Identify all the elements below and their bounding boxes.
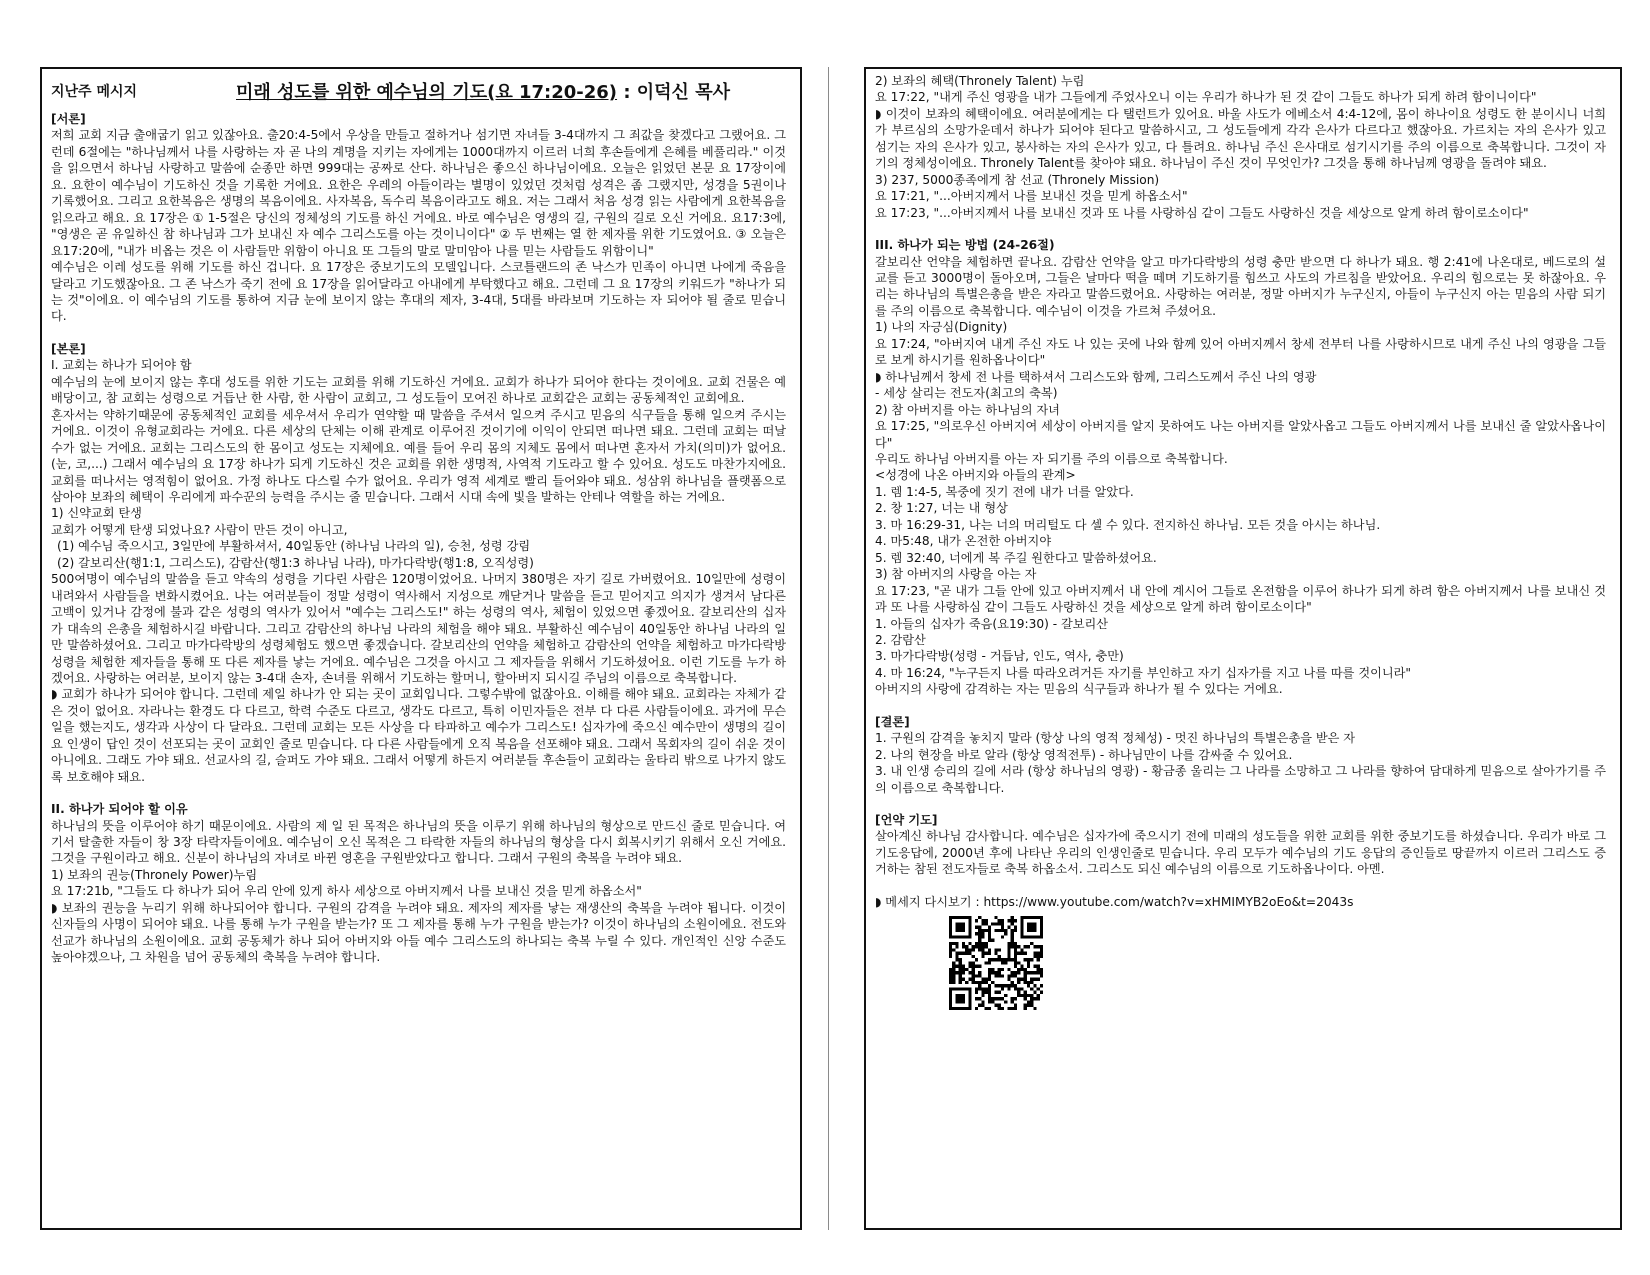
section-3-line-6: 요 17:25, "의로우신 아버지여 세상이 아버지를 알지 못하여도 나는 아버지를 알았사옵고 그들도 아버지께서 나를 보내신 줄 알았사옵나이다" — [875, 419, 1606, 450]
section-3-line-10: 2. 창 1:27, 너는 내 형상 — [875, 501, 1008, 516]
page-title — [236, 78, 730, 104]
section-1-heading: Ⅰ. 교회는 하나가 되어야 함 — [51, 358, 192, 373]
prayer-heading: [언약 기도] — [875, 813, 938, 828]
section-1-line-4: (2) 갈보리산(행1:1, 그리스도), 감람산(행1:3 하나님 나라), 마가다락방(행1:8, 오직성령) — [57, 555, 534, 570]
section-2-line-1: 1) 보좌의 권능(Thronely Power)누림 — [51, 867, 258, 882]
column-divider — [828, 67, 829, 1230]
section-3-line-20: 아버지의 사랑에 감격하는 자는 믿음의 식구들과 하나가 될 수 있다는 거에요. — [875, 682, 1283, 697]
right-panel — [864, 67, 1622, 1230]
section-3-line-5: 2) 참 아버지를 아는 하나님의 자녀 — [875, 402, 1060, 417]
section-3-line-2: 요 17:24, "아버지여 내게 주신 자도 나 있는 곳에 나와 함께 있어 아버지께서 창세 전부터 나를 사랑하시므로 내게 주신 나의 영광을 그들로 보게 하시기를 원하옵나이다" — [875, 336, 1606, 368]
section-2-heading: II. 하나가 되어야 할 이유 — [51, 802, 188, 817]
section-1-paragraph-3: 500여명이 예수님의 말씀을 듣고 약속의 성령을 기다린 사람은 120명이었어요. 나머지 380명은 자기 길로 가버렸어요. 10일만에 성령이 내려와서 사람들을 변화시켰어요. 나는 여러분들이 정말 성령이 역사해서 지성으로 깨닫거나 말씀을 듣고 믿어지고 의지가 생겨서 남다른 고백이 있거나 감정에 불과 같은 성령의 역사가 있어서 "예수는 그리스도!" 하는 성령의 역사, 체험이 있었으면 좋겠어요. 갈보리산의 십자가 대속의 은총을 체험하시길 바랍니다. 그리고 감람산의 하나님 나라의 체험을 해야 돼요. 부활하신 예수님이 40일동안 하나님 나라의 일만 말씀하셨어요. 그리고 마가다락방의 성령체험도 했으면 좋겠습니다. 갈보리산의 언약을 체험하고 감람산의 언약을 체험하고 마가다락방 성령을 체험한 제자들을 통해 또 다른 제자를 낳는 거에요. 예수님은 그것을 아시고 그 제자들을 위해서 기도하셨어요. 이런 기도를 누가 하겠어요. 사랑하는 여러분, 보이지 않는 3-4대 손자, 손녀를 위해서 기도하는 할머니, 할아버지 되시길 주님의 이름으로 축복합니다. — [51, 572, 786, 685]
section-1-line-1: 1) 신약교회 탄생 — [51, 506, 142, 521]
section-3-line-3: ◗ 하나님께서 창세 전 나를 택하셔서 그리스도와 함께, 그리스도께서 주신 나의 영광 — [875, 369, 1317, 384]
body-heading: [본론] — [51, 341, 86, 356]
conclusion-heading: [결론] — [875, 714, 910, 729]
section-3-line-19: 4. 마 16:24, "누구든지 나를 따라오려거든 자기를 부인하고 자기 십자가를 지고 나를 따를 것이니라" — [875, 665, 1412, 680]
section-2-line-2: 요 17:21b, "그들도 다 하나가 되어 우리 안에 있게 하사 세상으로 아버지께서 나를 보내신 것을 믿게 하옵소서" — [51, 884, 642, 899]
replay-label: ◗ 메세지 다시보기 : — [875, 894, 984, 909]
section-3-line-4: - 세상 살리는 전도자(최고의 축복) — [875, 386, 1058, 401]
section-3-line-16: 1. 아들의 십자가 죽음(요19:30) - 갈보리산 — [875, 616, 1109, 631]
conclusion-item-2: 2. 나의 현장을 바로 알라 (항상 영적전투) - 하나님만이 나를 감싸줄 수 있어요. — [875, 747, 1293, 762]
section-2-paragraph-2: ◗ 보좌의 권능을 누리기 위해 하나되어야 합니다. 구원의 감격을 누려야 돼요. 제자의 제자를 낳는 재생산의 축복을 누려야 됩니다. 이것이 신자들의 사명이 되어야 돼요. 나를 통해 누가 구원을 받는가? 또 그 제자를 통해 누가 구원을 받는가? 이것이 하나님의 소원이에요. 전도와 선교가 하나님의 소원이에요. 교회 공동체가 하나 되어 아버지와 아들 예수 그리스도의 하나되는 축복 누릴 수 있다. 개인적인 신앙 수준도 높아야겠으나, 그 차원을 넘어 공동체의 축복을 누려야 합니다. — [51, 900, 786, 965]
intro-paragraph-1: 저희 교회 지금 출애굽기 읽고 있잖아요. 출20:4-5에서 우상을 만들고 절하거나 섬기면 자녀들 3-4대까지 그 죄값을 찾겠다고 그랬어요. 그런데 6절에는 "하나님께서 나를 사랑하는 자 곧 나의 계명을 지키는 자에게는 1000대까지 이르러 너희 후손들에게 은혜를 베풀리라." 이것을 읽으면서 하나님 사랑하고 말씀에 순종만 하면 999대는 공짜로 산다. 하나님은 좋으신 하나님이에요. 오늘은 읽었던 본문 요 17장이에요. 요한이 예수님이 기도하신 것을 기록한 거에요. 요한은 우레의 아들이라는 별명이 있었던 것처럼 성격은 좀 그랬지만, 성경을 5권이나 기록했어요. 그리고 요한복음은 생명의 복음이에요. 사자복음, 독수리 복음이라고도 해요. 저는 그래서 처음 성경 읽는 사람에게 요한복음을 읽으라고 해요. 요 17장은 ① 1-5절은 당신의 정체성의 기도를 하신 거에요. 바로 예수님은 영생의 길, 구원의 길로 오신 거에요. 요17:3에, "영생은 곧 유일하신 참 하나님과 그가 보내신 자 예수 그리스도를 아는 것이니이다" ② 두 번째는 열 한 제자를 위한 기도였어요. ③ 오늘은 요17:20에, "내가 비옵는 것은 이 사람들만 위함이 아니요 또 그들의 말로 말미암아 나를 믿는 사람들도 위함이니" — [51, 128, 786, 258]
right-paragraph-1: ◗ 이것이 보좌의 혜택이에요. 여러분에게는 다 탤런트가 있어요. 바울 사도가 에베소서 4:4-12에, 몸이 하나이요 성령도 한 분이시니 너희가 부르심의 소망가운데서 하나가 되어야 된다고 말씀하시고, 그 성도들에게 각각 은사가 다르다고 했잖아요. 가르치는 자의 은사가 있고 섬기는 자의 은사가 있고, 봉사하는 자의 은사가 있고, 다 틀려요. 하나님 주신 은사대로 섬기시기를 주의 이름으로 축복합니다. 그것이 자기의 정체성이에요. Thronely Talent를 찾아야 돼요. 하나님이 주신 것이 무엇인가? 그것을 통해 하나님께 영광을 돌려야 돼요. — [875, 106, 1606, 171]
right-line-2: 요 17:22, "내게 주신 영광을 내가 그들에게 주었사오니 이는 우리가 하나가 된 것 같이 그들도 하나가 되게 하려 함이니이다" — [875, 90, 1537, 105]
section-1-paragraph-1: 예수님의 눈에 보이지 않는 후대 성도를 위한 기도는 교회를 위해 기도하신 거에요. 교회가 하나가 되어야 한다는 것이에요. 교회 건물은 예배당이고, 참 교회는 성령으로 거듭난 한 사람, 한 사람이 교회고, 그 성도들이 모여진 하나로 교회같은 교회는 공동체적인 교회에요. — [51, 374, 786, 406]
section-1-paragraph-2: 혼자서는 약하기때문에 공동체적인 교회를 세우셔서 우리가 연약할 때 말씀을 주셔서 일으켜 주시고 믿음의 식구들을 통해 일으켜 주시는 거에요. 이것이 유형교회라는 거에요. 다른 세상의 단체는 이해 관계로 이루어진 것이기에 이익이 안되면 떠나면 돼요. 그런데 교회는 떠날 수가 없는 거에요. 교회는 그리스도의 한 몸이고 성도는 지체에요. 예를 들어 우리 몸의 지체도 몸에서 떠나면 혼자서 가치(의미)가 없어요.(눈, 코,...) 그래서 예수님의 요 17장 하나가 되게 기도하신 것은 교회를 위한 생명적, 사역적 기도라고 할 수 있어요. 성도도 마찬가지에요. 교회를 떠나서는 영적힘이 없어요. 가정 하나도 다스릴 수가 없어요. 우리가 영적 세계로 빨리 들어와야 돼요. 성삼위 하나님을 플랫폼으로 삼아야 보좌의 혜택이 우리에게 파수꾼의 능력을 주시는 줄 믿습니다. 그래서 시대 속에 빛을 발하는 안테나 역할을 하는 거에요. — [51, 407, 786, 504]
right-line-4: 요 17:21, "...아버지께서 나를 보내신 것을 믿게 하옵소서" — [875, 189, 1188, 204]
right-line-3: 3) 237, 5000종족에게 참 선교 (Thronely Mission) — [875, 172, 1160, 187]
section-2-paragraph-1: 하나님의 뜻을 이루어야 하기 때문이에요. 사람의 제 일 된 목적은 하나님의 뜻을 이루기 위해 하나님의 형상으로 만드신 줄로 믿습니다. 여기서 탈출한 자들이 창 3장 타락자들이에요. 예수님이 오신 목적은 그 타락한 자들의 하나님의 형상을 다시 회복시키기 위해서 오신 거에요. 그것을 구원이라고 해요. 신분이 하나님의 자녀로 바뀐 영혼을 구원받았다고 합니다. 그래서 구원의 축복을 누려야 돼요. — [51, 818, 786, 866]
conclusion-item-1: 1. 구원의 감격을 놓치지 말라 (항상 나의 영적 정체성) - 멋진 하나님의 특별은총을 받은 자 — [875, 731, 1356, 746]
left-panel — [40, 67, 802, 1230]
section-3-line-1: 1) 나의 자긍심(Dignity) — [875, 320, 1008, 335]
section-3-heading: III. 하나가 되는 방법 (24-26절) — [875, 238, 1055, 253]
prayer-paragraph: 살아계신 하나님 감사합니다. 예수님은 십자가에 죽으시기 전에 미래의 성도들을 위한 교회를 위한 중보기도를 하셨습니다. 우리가 바로 그 기도응답에, 2000년 후에 나타난 우리의 인생인줄로 믿습니다. 우리 모두가 예수님의 기도 응답의 증인들로 땅끝까지 이르러 그리스도 증거하는 참된 전도자들로 축복 하옵소서. 그리스도 되신 예수님의 이름으로 기도하옵나이다. 아멘. — [875, 829, 1606, 877]
section-1-line-3: (1) 예수님 죽으시고, 3일만에 부활하셔서, 40일동안 (하나님 나라의 일), 승천, 성령 강림 — [57, 539, 531, 554]
header — [51, 71, 786, 111]
intro-heading: [서론] — [51, 112, 86, 126]
section-3-line-8: <성경에 나온 아버지와 아들의 관계> — [875, 468, 1076, 483]
section-3-paragraph-1: 갈보리산 언약을 체험하면 끝나요. 감람산 언약을 알고 마가다락방의 성령 충만 받으면 다 하나가 돼요. 행 2:41에 나온대로, 베드로의 설교를 듣고 3000명이 돌아오며, 그들은 날마다 떡을 떼며 기도하기를 힘쓰고 사도의 가르침을 받았어요. 우리의 힘으로는 못 하잖아요. 우리는 하나님의 특별은총을 받은 자라고 말씀드렸어요. 사랑하는 여러분, 정말 아버지가 누구신지, 아들이 누구신지 아는 믿음의 사람 되기를 주의 이름으로 축복합니다. 예수님이 이것을 가르쳐 주셨어요. — [875, 254, 1606, 318]
right-line-1: 2) 보좌의 혜택(Thronely Talent) 누림 — [875, 74, 1085, 88]
section-3-line-12: 4. 마5:48, 내가 온전한 아버지야 — [875, 534, 1052, 549]
section-3-line-11: 3. 마 16:29-31, 나는 너의 머리털도 다 셀 수 있다. 전지하신 하나님. 모든 것을 아시는 하나님. — [875, 517, 1381, 532]
replay-link-row — [875, 894, 1606, 910]
section-3-line-13: 5. 렘 32:40, 너에게 복 주길 원한다고 말씀하셨어요. — [875, 550, 1157, 565]
section-3-line-7: 우리도 하나님 아버지를 아는 자 되기를 주의 이름으로 축복합니다. — [875, 451, 1228, 466]
section-label: 지난주 메시지 — [51, 84, 138, 100]
right-line-5: 요 17:23, "...아버지께서 나를 보내신 것과 또 나를 사랑하심 같이 그들도 사랑하신 것을 세상으로 알게 하려 함이로소이다" — [875, 205, 1529, 220]
section-1-line-2: 교회가 어떻게 탄생 되었나요? 사람이 만든 것이 아니고, — [51, 522, 348, 537]
intro-paragraph-2: 예수님은 이레 성도를 위해 기도를 하신 겁니다. 요 17장은 중보기도의 모델입니다. 스코틀랜드의 존 낙스가 민족이 아니면 나에게 죽음을 달라고 기도했잖아요. 그 존 낙스가 죽기 전에 요 17장을 읽어달라고 아내에게 부탁했다고 해요. 그런데 그 요 17장의 키워드가 "하나가 되는 것"이에요. 이 예수님의 기도를 통하여 지금 눈에 보이지 않는 후대의 제자, 3-4대, 5대를 바라보며 기도하는 자 되어야 될 줄로 믿습니다. — [51, 260, 786, 324]
section-3-line-17: 2. 감람산 — [875, 632, 926, 647]
qr-code-icon[interactable] — [949, 916, 1043, 1010]
section-3-line-15: 요 17:23, "곧 내가 그들 안에 있고 아버지께서 내 안에 계시어 그들로 온전함을 이루어 하나가 되게 하려 함은 아버지께서 나를 보내신 것과 또 나를 사랑하심 같이 그들도 사랑하신 것을 세상으로 알게 하려 함이로소이다" — [875, 583, 1606, 615]
section-3-line-9: 1. 렘 1:4-5, 복중에 짓기 전에 내가 너를 알았다. — [875, 484, 1134, 499]
conclusion-item-3: 3. 내 인생 승리의 길에 서라 (항상 하나님의 영광) - 황금종 울리는 그 나라를 소망하고 그 나라를 향하여 담대하게 믿음으로 살아가기를 주의 이름으로 축복합니다. — [875, 764, 1606, 795]
title-author: : 이덕신 목사 — [617, 82, 730, 103]
section-3-line-18: 3. 마가다락방(성령 - 거듭남, 인도, 역사, 충만) — [875, 649, 1124, 664]
replay-link[interactable]: https://www.youtube.com/watch?v=xHMIMYB2oEo&t=2043s — [983, 894, 1354, 909]
section-1-paragraph-4: ◗ 교회가 하나가 되어야 합니다. 그런데 제일 하나가 안 되는 곳이 교회입니다. 그렇수밖에 없잖아요. 이해를 해야 돼요. 교회라는 자체가 같은 것이 없어요. 자라나는 환경도 다 다르고, 학력 수준도 다르고, 생각도 다르고, 특히 이민자들은 전부 다 다른 사람들이에요. 과거에 무슨 일을 했는지도, 생각과 사상이 다 달라요. 그런데 교회는 모든 사상을 다 타파하고 예수가 그리스도! 십자가에 죽으신 예수만이 생명의 길이요 인생이 답인 것이 선포되는 곳이 교회인 줄로 믿습니다. 다 다른 사람들에게 오직 복음을 선포해야 돼요. 그래서 목회자의 길이 쉬운 것이 아니에요. 그래도 가야 돼요. 선교사의 길, 슬퍼도 가야 돼요. 그래서 어떻게 하든지 여러분들 후손들이 교회라는 울타리 밖으로 나가지 않도록 보호해야 돼요. — [51, 687, 786, 784]
title-main: 미래 성도를 위한 예수님의 기도(요 17:20-26) — [236, 82, 618, 103]
section-3-line-14: 3) 참 아버지의 사랑을 아는 자 — [875, 567, 1037, 582]
